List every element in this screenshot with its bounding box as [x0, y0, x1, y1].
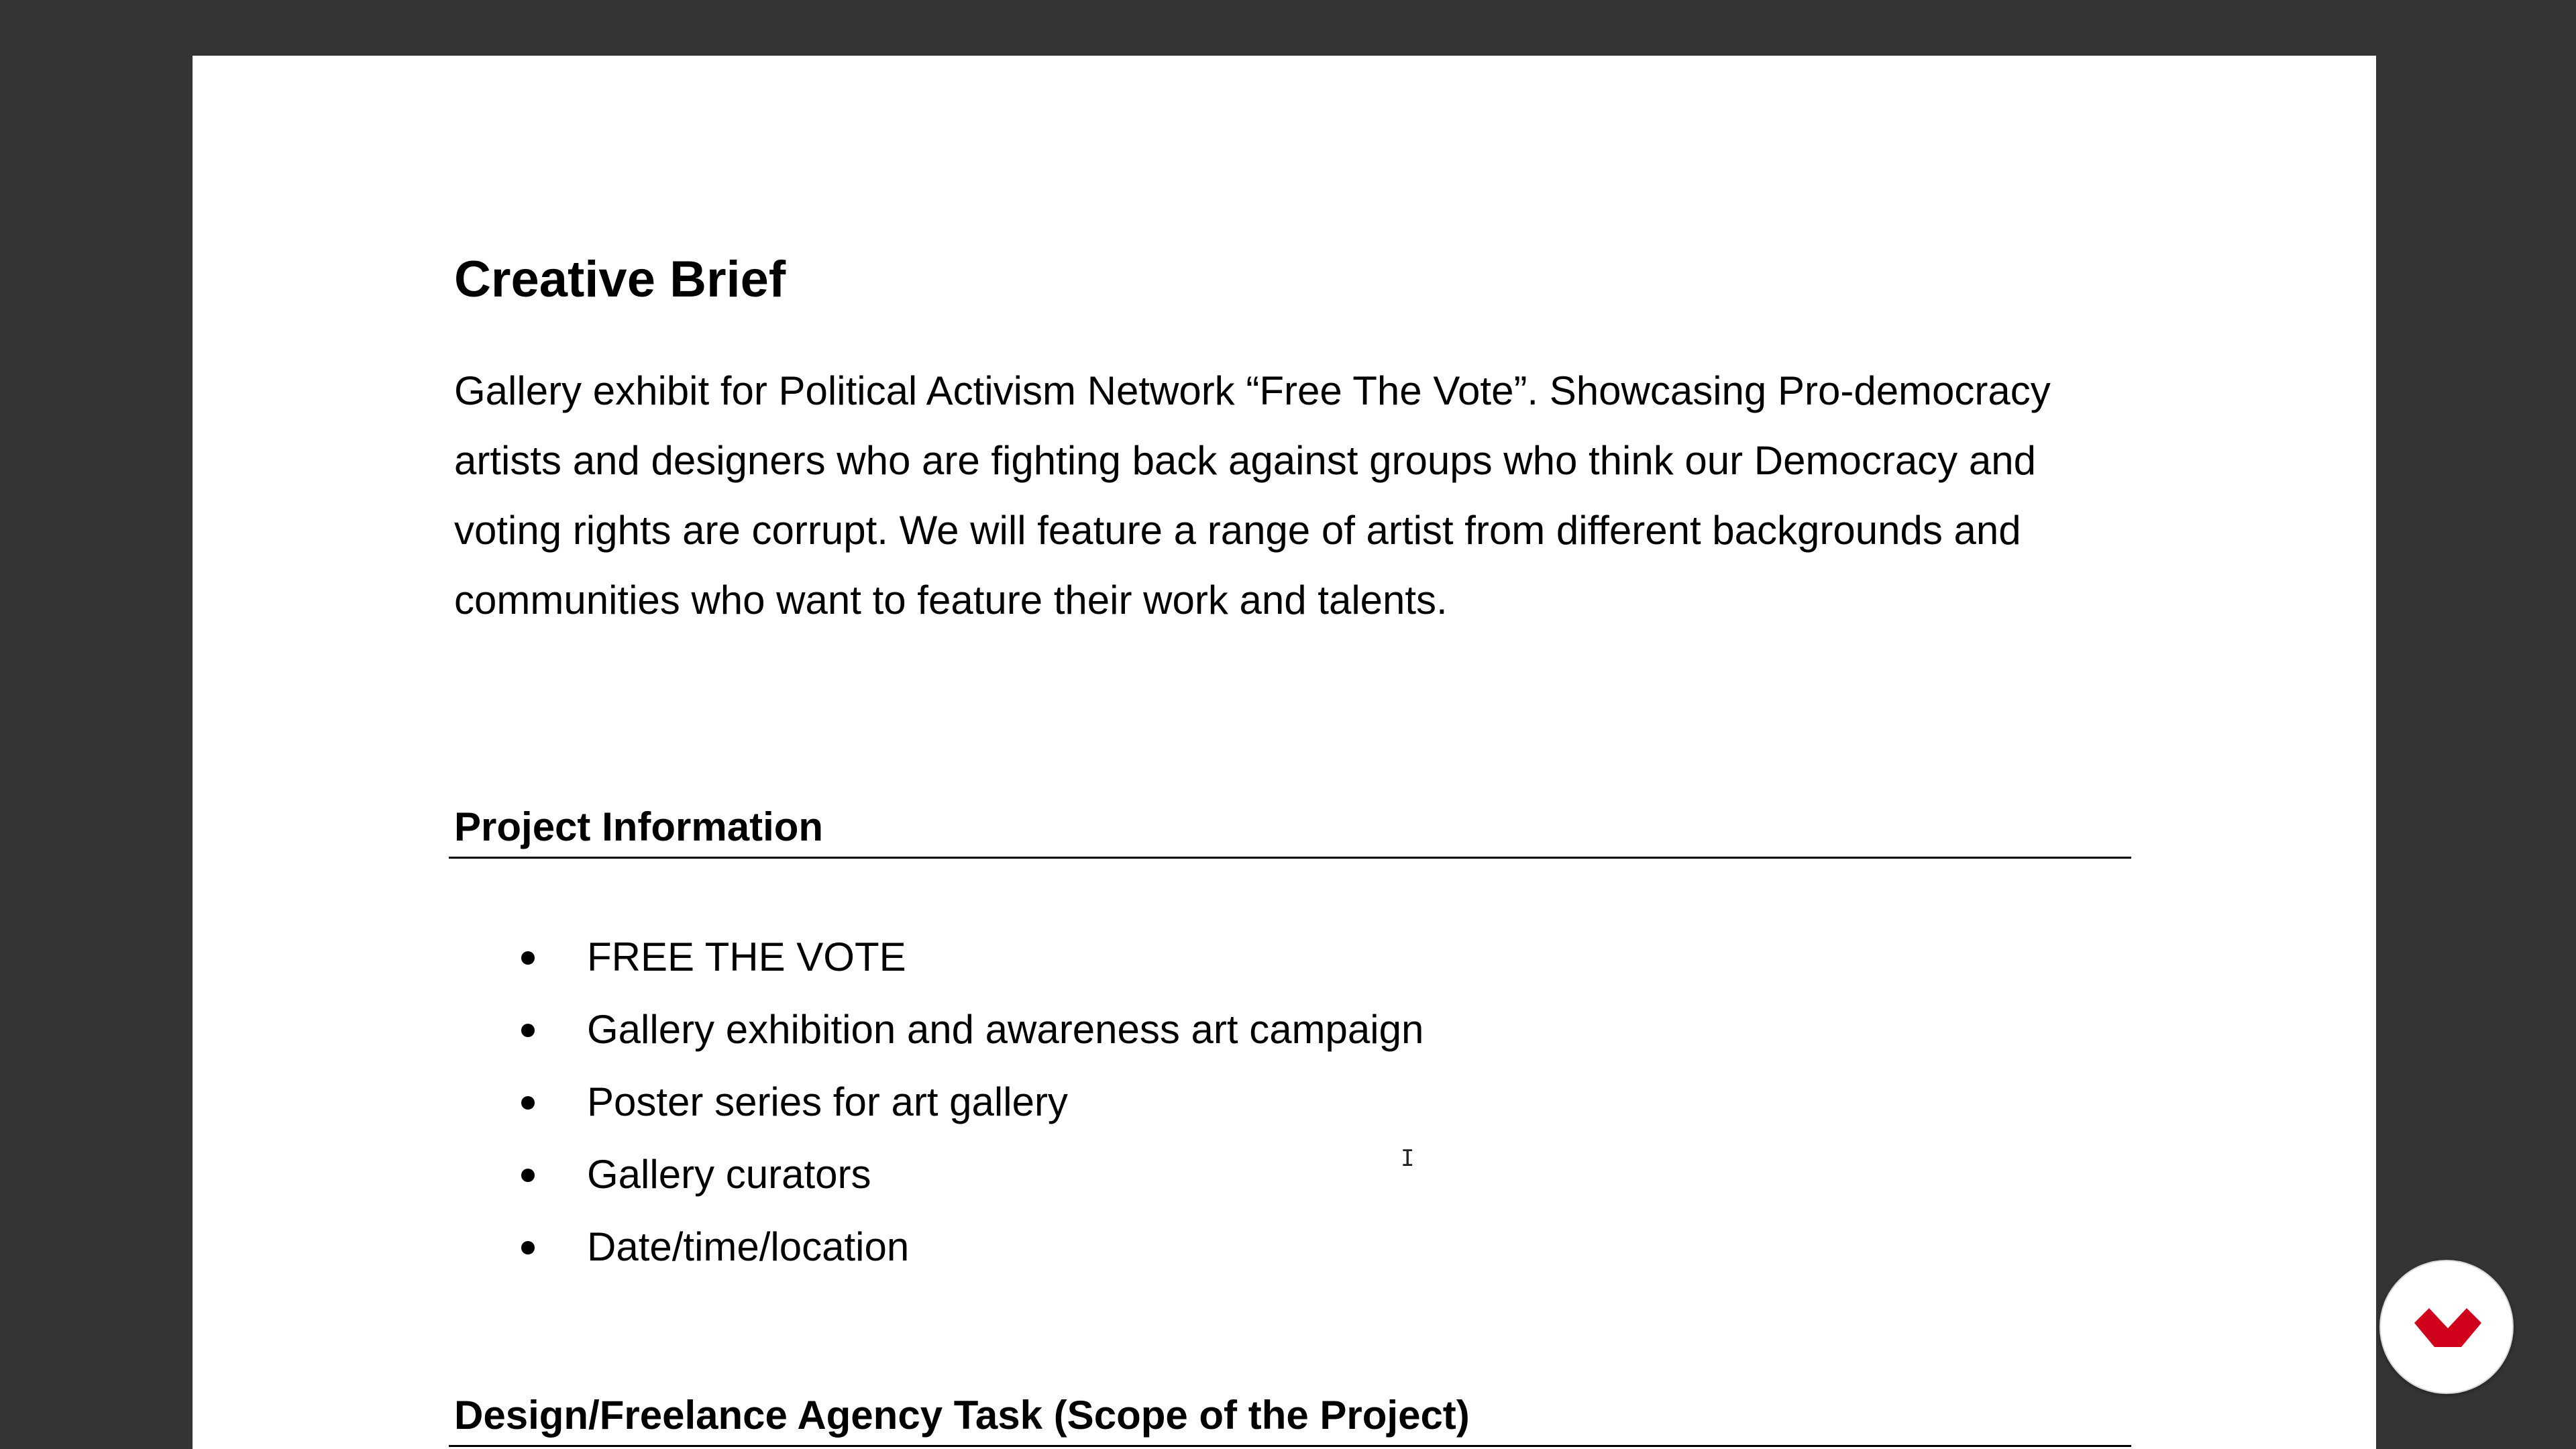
- intro-line: communities who want to feature their work and talents.: [454, 578, 1448, 623]
- list-item-text: Poster series for art gallery: [587, 1079, 1068, 1124]
- intro-paragraph: [454, 356, 2098, 635]
- section-heading-project-information: [449, 784, 2131, 859]
- bullet-icon: [521, 951, 535, 965]
- bullet-icon: [521, 1096, 535, 1110]
- bullet-icon: [521, 1241, 535, 1254]
- intro-line: artists and designers who are fighting back against groups who think our Democracy and: [454, 438, 2036, 483]
- list-item-text: FREE THE VOTE: [587, 934, 906, 979]
- bullet-icon: [521, 1024, 535, 1037]
- intro-line: voting rights are corrupt. We will feature a range of artist from different backgrounds and: [454, 508, 2021, 553]
- section-heading-design-task: [449, 1372, 2131, 1447]
- intro-line: Gallery exhibit for Political Activism Network “Free The Vote”. Showcasing Pro-democracy: [454, 368, 2051, 413]
- document-title: Creative Brief: [454, 251, 786, 308]
- list-item-text: Gallery curators: [587, 1152, 871, 1197]
- section-heading-label: Project Information: [454, 804, 824, 849]
- bullet-icon: [521, 1169, 535, 1182]
- brand-logo-icon: [2414, 1303, 2481, 1351]
- section-heading-label: Design/Freelance Agency Task (Scope of the Project): [454, 1393, 1470, 1438]
- brand-logo-button[interactable]: [2379, 1260, 2514, 1394]
- list-item-text: Gallery exhibition and awareness art campaign: [587, 1007, 1424, 1052]
- document-page[interactable]: [193, 56, 2376, 1449]
- list-item-text: Date/time/location: [587, 1224, 910, 1269]
- text-cursor-icon: I: [1401, 1145, 1415, 1172]
